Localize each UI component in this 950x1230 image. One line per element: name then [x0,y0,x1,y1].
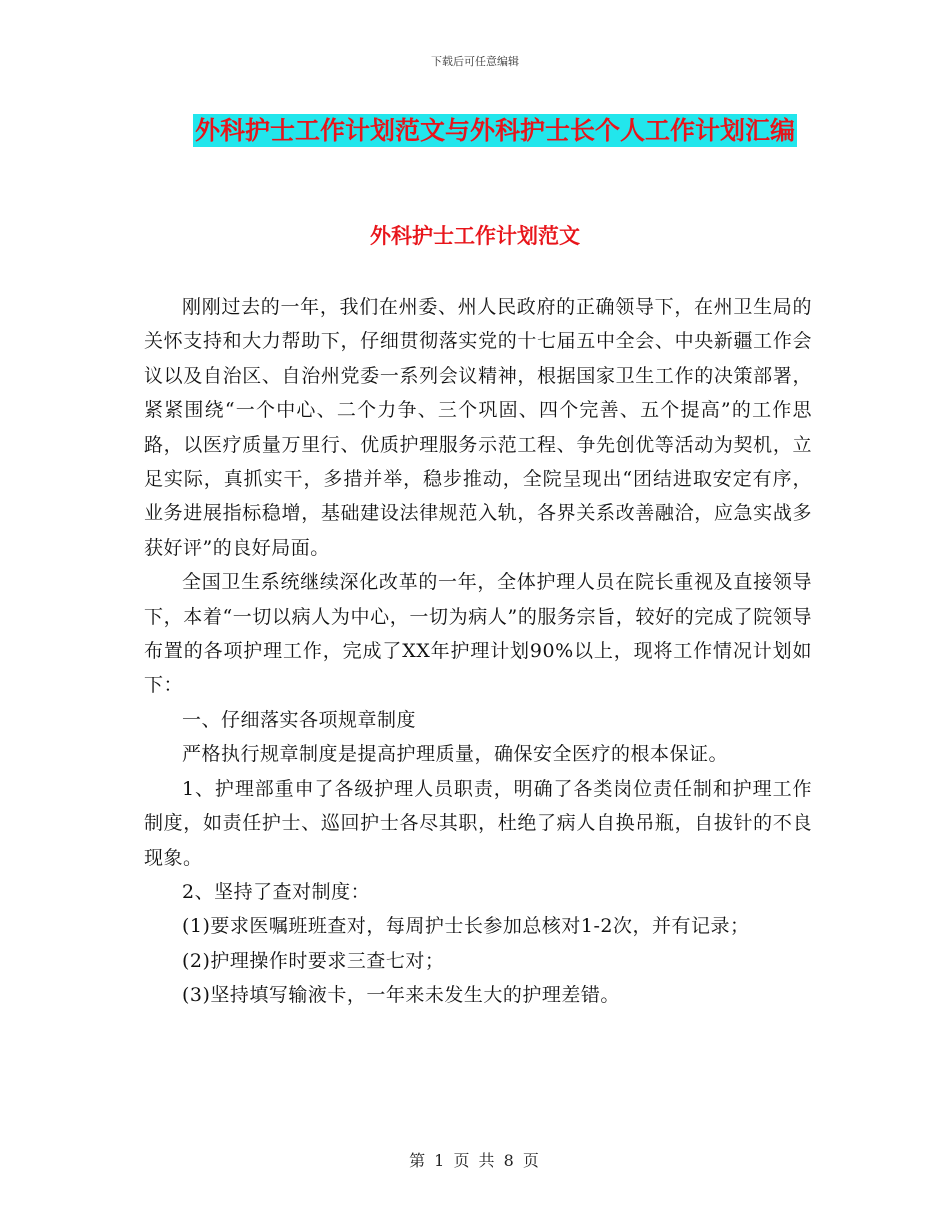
page-footer: 第 1 页 共 8 页 [409,1151,541,1170]
list-item: (2)护理操作时要求三查七对； [182,949,445,972]
header-note: 下载后可任意编辑 [431,55,519,68]
document-body [144,290,812,1013]
paragraph: 全国卫生系统继续深化改革的一年，全体护理人员在院长重视及直接领导下，本着“一切以病人为中心，一切为病人”的服务宗旨，较好的完成了院领导布置的各项护理工作，完成了XX年护理计划90%以上，现将工作情况计划如下： [144,571,812,697]
paragraph: 1、护理部重申了各级护理人员职责，明确了各类岗位责任制和护理工作制度，如责任护士、巡回护士各尽其职，杜绝了病人自换吊瓶，自拔针的不良现象。 [144,777,812,869]
document-title-text: 外科护士工作计划范文与外科护士长个人工作计划汇编 [194,116,795,145]
list-item: (1)要求医嘱班班查对，每周护士长参加总核对1-2次，并有记录； [182,915,750,938]
list-item: (3)坚持填写输液卡，一年来未发生大的护理差错。 [182,984,620,1007]
paragraph: 严格执行规章制度是提高护理质量，确保安全医疗的根本保证。 [182,743,729,766]
paragraph: 刚刚过去的一年，我们在州委、州人民政府的正确领导下，在州卫生局的关怀支持和大力帮助下，仔细贯彻落实党的十七届五中全会、中央新疆工作会议以及自治区、自治州党委一系列会议精神，根据国家卫生工作的决策部署，紧紧围绕“一个中心、二个力争、三个巩固、四个完善、五个提高”的工作思路，以医疗质量万里行、优质护理服务示范工程、争先创优等活动为契机，立足实际，真抓实干，多措并举，稳步推动，全院呈现出“团结进取安定有序，业务进展指标稳增，基础建设法律规范入轨，各界关系改善融洽，应急实战多获好评”的良好局面。 [144,296,812,559]
paragraph: 2、坚持了查对制度： [182,880,371,903]
heading-paragraph: 一、仔细落实各项规章制度 [182,708,417,731]
document-title [140,106,850,156]
section-title: 外科护士工作计划范文 [370,224,580,248]
